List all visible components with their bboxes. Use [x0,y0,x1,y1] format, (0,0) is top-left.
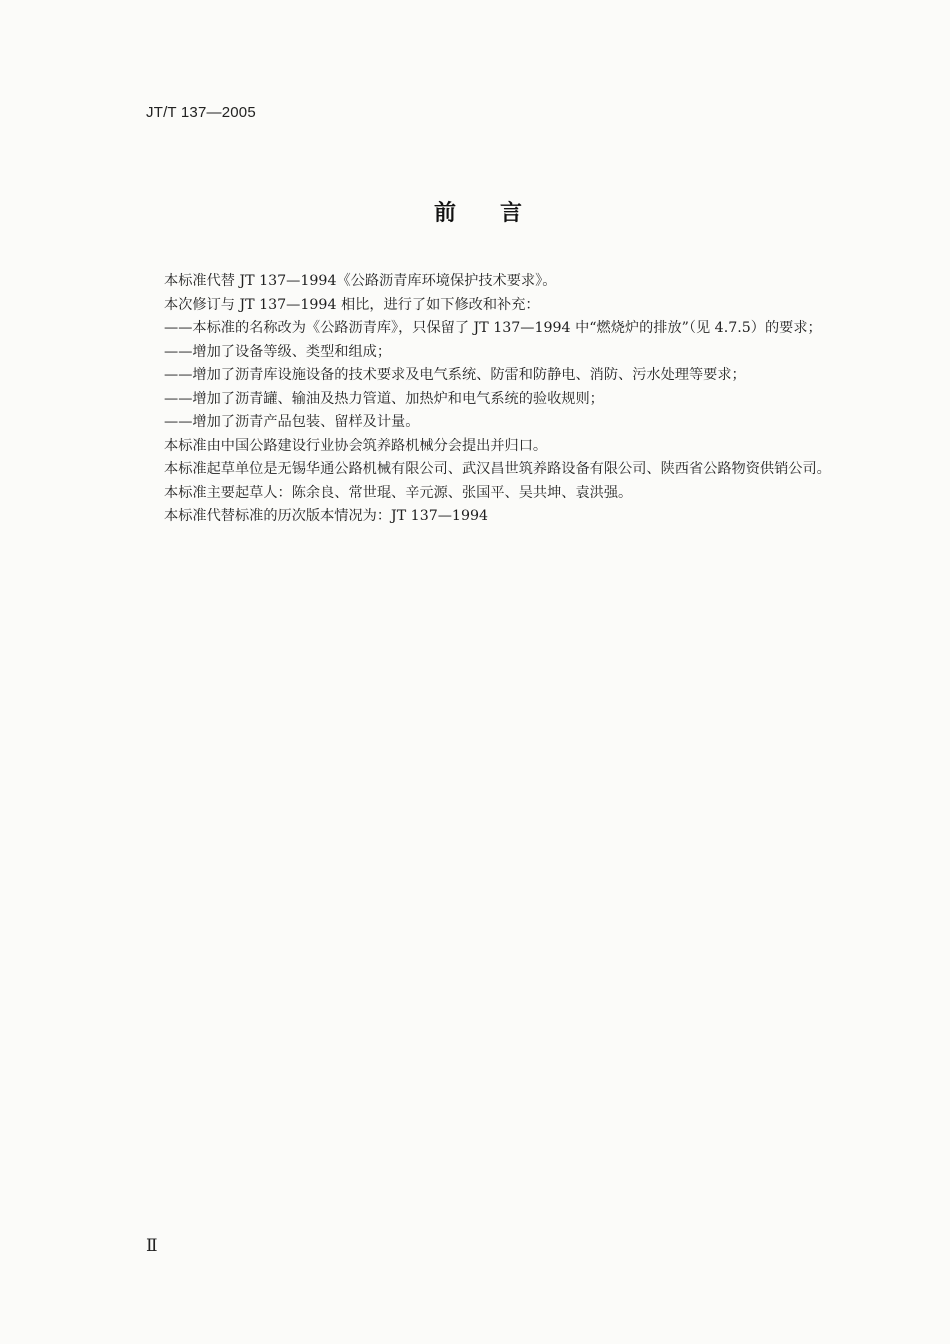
paragraph-drafters: 本标准主要起草人：陈余良、常世琨、辛元源、张国平、吴共坤、袁洪强。 [164,484,633,501]
paragraph-change-requirements: ——增加了沥青库设施设备的技术要求及电气系统、防雷和防静电、消防、污水处理等要求； [164,367,746,383]
page-title: 前言 [433,201,566,226]
paragraph-proposer: 本标准由中国公路建设行业协会筑养路机械分会提出并归口。 [164,437,548,454]
paragraph-change-packaging: ——增加了沥青产品包装、留样及计量。 [164,414,420,430]
paragraph-change-name: ——本标准的名称改为《公路沥青库》，只保留了 JT 137—1994 中“燃烧炉的排放”（见 4.7.5）的要求； [164,320,822,336]
paragraph-drafting-units: 本标准起草单位是无锡华通公路机械有限公司、武汉昌世筑养路设备有限公司、陕西省公路物资供销公司。 [164,461,831,477]
paragraph-revision-intro: 本次修订与 JT 137—1994 相比，进行了如下修改和补充： [164,296,540,313]
paragraph-change-acceptance: ——增加了沥青罐、输油及热力管道、加热炉和电气系统的验收规则； [164,390,604,407]
document-code: JT/T 137—2005 [146,104,256,121]
paragraph-history: 本标准代替标准的历次版本情况为：JT 137—1994 [164,508,489,524]
foreword-body [136,270,864,529]
page-number: Ⅱ [146,1236,158,1255]
paragraph-replacement: 本标准代替 JT 137—1994《公路沥青库环境保护技术要求》。 [164,273,557,289]
paragraph-change-grades: ——增加了设备等级、类型和组成； [164,343,392,360]
